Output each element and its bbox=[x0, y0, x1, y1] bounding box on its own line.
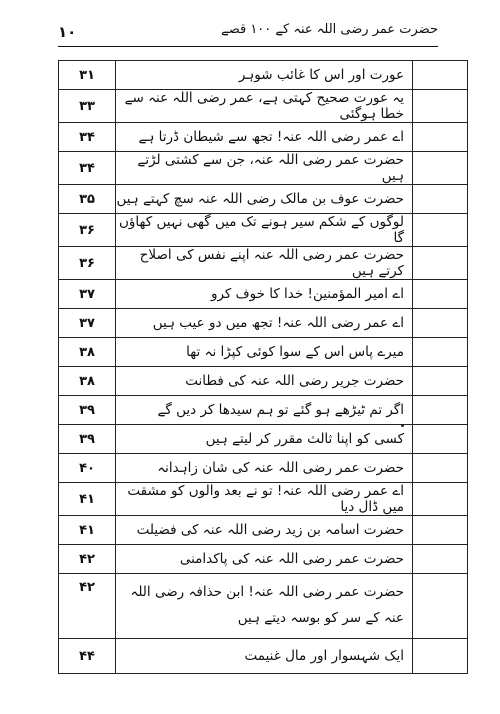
entry-page-number: ۴۱ bbox=[59, 483, 116, 516]
blank-cell bbox=[413, 483, 468, 516]
entry-title: حضرت عمر رضی اللہ عنہ! ابن حذافہ رضی اللہ عنہ کے سر کو بوسہ دیتے ہیں bbox=[116, 574, 413, 639]
blank-cell bbox=[413, 152, 468, 185]
table-row bbox=[59, 280, 468, 309]
blank-cell bbox=[413, 367, 468, 396]
entry-title: حضرت عوف بن مالک رضی اللہ عنہ سچ کہتے ہیں bbox=[116, 185, 413, 214]
table-row bbox=[59, 574, 468, 639]
entry-title: اے عمر رضی اللہ عنہ! تجھ میں دو عیب ہیں bbox=[116, 309, 413, 338]
table-row bbox=[59, 483, 468, 516]
entry-page-number: ۳۹ bbox=[59, 425, 116, 454]
entry-page-number: ۳۵ bbox=[59, 185, 116, 214]
table-row bbox=[59, 309, 468, 338]
table-row bbox=[59, 545, 468, 574]
blank-cell bbox=[413, 123, 468, 152]
entry-title: میرے پاس اس کے سوا کوئی کپڑا نہ تھا bbox=[116, 338, 413, 367]
entry-title: ایک شہسوار اور مال غنیمت bbox=[116, 639, 413, 674]
table-row bbox=[59, 214, 468, 247]
blank-cell bbox=[413, 185, 468, 214]
blank-cell bbox=[413, 90, 468, 123]
entry-title: یہ عورت صحیح کہتی ہے، عمر رضی اللہ عنہ سے خطا ہوگئی bbox=[116, 90, 413, 123]
entry-page-number: ۳۶ bbox=[59, 247, 116, 280]
entry-title: حضرت اسامہ بن زید رضی اللہ عنہ کی فضیلت bbox=[116, 516, 413, 545]
entry-page-number: ۴۲ bbox=[59, 545, 116, 574]
entry-page-number: ۳۴ bbox=[59, 123, 116, 152]
blank-cell bbox=[413, 454, 468, 483]
page-header bbox=[58, 22, 438, 47]
entry-title: حضرت عمر رضی اللہ عنہ، جن سے کشتی لڑتے ہیں bbox=[116, 152, 413, 185]
blank-cell bbox=[413, 425, 468, 454]
blank-cell bbox=[413, 309, 468, 338]
entry-page-number: ۳۶ bbox=[59, 214, 116, 247]
blank-cell bbox=[413, 280, 468, 309]
entry-title: اے عمر رضی اللہ عنہ! تو نے بعد والوں کو مشقت میں ڈال دیا bbox=[116, 483, 413, 516]
table-row bbox=[59, 639, 468, 674]
blank-cell bbox=[413, 639, 468, 674]
entry-page-number: ۳۳ bbox=[59, 90, 116, 123]
entry-page-number: ۳۸ bbox=[59, 338, 116, 367]
blank-cell bbox=[413, 516, 468, 545]
entry-page-number: ۴۴ bbox=[59, 639, 116, 674]
blank-cell bbox=[413, 396, 468, 425]
table-row bbox=[59, 425, 468, 454]
blank-cell bbox=[413, 214, 468, 247]
entry-title: عورت اور اس کا غائب شوہر bbox=[116, 61, 413, 90]
entry-page-number: ۴۱ bbox=[59, 516, 116, 545]
entry-page-number: ۴۲ bbox=[59, 574, 116, 639]
entry-page-number: ۳۷ bbox=[59, 280, 116, 309]
blank-cell bbox=[413, 61, 468, 90]
entry-title: اے امیر المؤمنین! خدا کا خوف کرو bbox=[116, 280, 413, 309]
table-row bbox=[59, 61, 468, 90]
blank-cell bbox=[413, 247, 468, 280]
entry-title: حضرت جریر رضی اللہ عنہ کی فطانت bbox=[116, 367, 413, 396]
entry-page-number: ۳۸ bbox=[59, 367, 116, 396]
table-row bbox=[59, 454, 468, 483]
entry-title: حضرت عمر رضی اللہ عنہ کی شان زاہدانہ bbox=[116, 454, 413, 483]
entry-title: لوگوں کے شکم سیر ہونے تک میں گھی نہیں کھاؤں گا bbox=[116, 214, 413, 247]
table-row bbox=[59, 90, 468, 123]
entry-page-number: ۳۹ bbox=[59, 396, 116, 425]
entry-title: اگر تم ٹیڑھے ہو گئے تو ہم سیدھا کر دیں گے bbox=[116, 396, 413, 425]
table-row bbox=[59, 152, 468, 185]
scan-speck bbox=[401, 424, 404, 427]
table-row bbox=[59, 367, 468, 396]
table-row bbox=[59, 123, 468, 152]
entry-page-number: ۳۴ bbox=[59, 152, 116, 185]
blank-cell bbox=[413, 545, 468, 574]
table-row bbox=[59, 185, 468, 214]
table-row bbox=[59, 396, 468, 425]
blank-cell bbox=[413, 574, 468, 639]
page-number: ۱۰ bbox=[58, 23, 77, 41]
entry-page-number: ۳۱ bbox=[59, 61, 116, 90]
entry-page-number: ۴۰ bbox=[59, 454, 116, 483]
entry-title: حضرت عمر رضی اللہ عنہ اپنے نفس کی اصلاح کرتے ہیں bbox=[116, 247, 413, 280]
table-row bbox=[59, 338, 468, 367]
table-row bbox=[59, 516, 468, 545]
entry-title: اے عمر رضی اللہ عنہ! تجھ سے شیطان ڈرتا ہے bbox=[116, 123, 413, 152]
contents-table bbox=[58, 60, 468, 674]
running-title: حضرت عمر رضی اللہ عنہ کے ۱۰۰ قصے bbox=[221, 22, 438, 37]
entry-page-number: ۳۷ bbox=[59, 309, 116, 338]
entry-title: حضرت عمر رضی اللہ عنہ کی پاکدامنی bbox=[116, 545, 413, 574]
table-row bbox=[59, 247, 468, 280]
entry-title: کسی کو اپنا ثالث مقرر کر لیتے ہیں bbox=[116, 425, 413, 454]
blank-cell bbox=[413, 338, 468, 367]
